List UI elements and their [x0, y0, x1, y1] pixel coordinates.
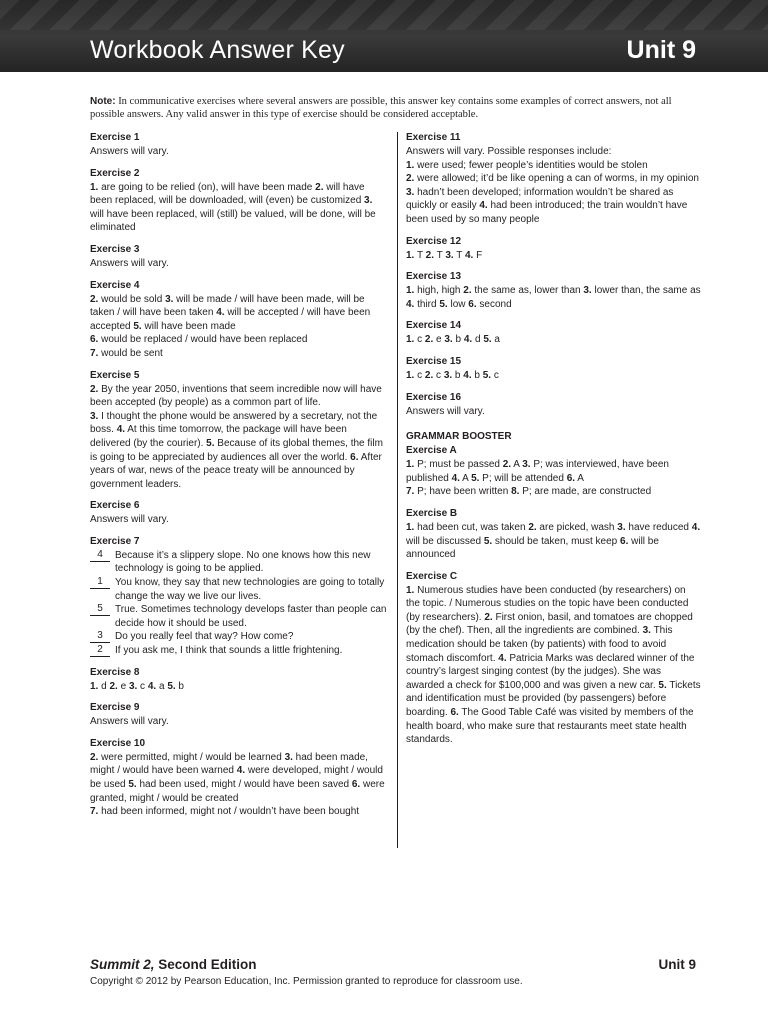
exercise-block — [90, 737, 388, 819]
exercise-block — [90, 499, 388, 527]
exercise-title: Exercise B — [406, 507, 458, 519]
exercise-answers: Answers will vary. Possible responses include: 1. were used; fewer people’s identities would be stolen 2. were allowed; it’d be like opening a can of worms, in my opinion 3. hadn’t been developed; information wouldn’t be shared as quickly or easily 4. had been introduced; the train wouldn’t have been used by so many people — [406, 146, 699, 225]
exercise-title: Exercise 10 — [90, 737, 146, 749]
exercise-answers: 1. are going to be relied (on), will have been made 2. will have been replaced, will be downloaded, will (even) be customized 3. will have been replaced, will (still) be valued, will be done, will be eliminated — [90, 181, 376, 234]
exercise-block — [406, 507, 702, 562]
exercise-answers: 1. d 2. e 3. c 4. a 5. b — [90, 680, 184, 692]
exercise-answers: 1. c 2. e 3. b 4. d 5. a — [406, 334, 500, 346]
exercise-title: Exercise 3 — [90, 243, 140, 255]
exercise-block — [90, 369, 388, 492]
exercise-answers: Answers will vary. — [90, 146, 169, 157]
footer-edition: Second Edition — [154, 957, 257, 972]
exercise-block — [90, 666, 388, 694]
left-column — [90, 131, 388, 827]
footer-unit: Unit 9 — [658, 957, 696, 972]
exercise-answers: 1. high, high 2. the same as, lower than 3. lower than, the same as 4. third 5. low 6. second — [406, 285, 701, 310]
exercise-block — [90, 131, 388, 159]
column-divider — [397, 132, 398, 848]
exercise-answers: 1. had been cut, was taken 2. are picked, wash 3. have reduced 4. will be discussed 5. should be taken, must keep 6. will be announced — [406, 521, 701, 561]
exercise-block — [90, 167, 388, 235]
conversation-line — [90, 576, 388, 603]
exercise-block — [90, 243, 388, 271]
exercise-answers: Answers will vary. — [90, 514, 169, 526]
exercise-title: Exercise 13 — [406, 271, 462, 283]
order-number: 5 — [90, 603, 110, 616]
exercise-title: Exercise 16 — [406, 391, 462, 403]
exercise-block — [406, 355, 702, 383]
conversation-line — [90, 603, 388, 630]
exercise-title: Exercise 7 — [90, 535, 140, 547]
exercise-title: Exercise 1 — [90, 132, 140, 143]
exercise-title: Exercise 2 — [90, 167, 140, 179]
exercise-block — [406, 270, 702, 311]
exercise-title: Exercise 15 — [406, 355, 462, 367]
exercise-block — [90, 701, 388, 729]
conversation-text: If you ask me, I think that sounds a little frightening. — [115, 645, 343, 657]
right-column — [406, 131, 702, 755]
exercise-title: Exercise C — [406, 570, 458, 582]
exercise-answers: Answers will vary. — [406, 405, 485, 417]
note-label: Note: — [90, 96, 116, 107]
exercise-title: Exercise 8 — [90, 666, 140, 678]
conversation-text: Do you really feel that way? How come? — [115, 631, 294, 643]
unit-label: Unit 9 — [626, 36, 696, 64]
conversation-text: Because it’s a slippery slope. No one knows how this new technology is going to be applied. — [115, 549, 371, 575]
grammar-booster-heading: GRAMMAR BOOSTER — [406, 431, 512, 443]
exercise-title: Exercise 6 — [90, 500, 140, 512]
exercise-title: Exercise 11 — [406, 132, 461, 143]
conversation-line — [90, 644, 388, 658]
exercise-block — [406, 444, 702, 499]
exercise-block — [90, 279, 388, 361]
exercise-block — [406, 235, 702, 263]
note-text: In communicative exercises where several answers are possible, this answer key contains some examples of correct answers, not all possible answers. Any valid answer in this type of exercise should be considered acceptable. — [90, 96, 672, 120]
exercise-title: Exercise 4 — [90, 279, 140, 291]
exercise-7 — [90, 535, 388, 658]
exercise-block — [406, 570, 702, 747]
exercise-block — [406, 131, 702, 227]
exercise-answers: 1. P; must be passed 2. A 3. P; was interviewed, have been published 4. A 5. P; will be attended 6. A 7. P; have been written 8. P; are made, are constructed — [406, 459, 669, 498]
page-title: Workbook Answer Key — [90, 36, 345, 64]
note-paragraph — [90, 95, 700, 121]
exercise-title: Exercise 12 — [406, 235, 462, 247]
exercise-answers: 1. T 2. T 3. T 4. F — [406, 249, 483, 261]
order-number: 1 — [90, 576, 110, 589]
conversation-text: You know, they say that new technologies are going to totally change the way we live our lives. — [115, 577, 385, 602]
page-header — [0, 0, 768, 72]
exercise-title: Exercise 5 — [90, 369, 140, 381]
exercise-answers: 2. were permitted, might / would be learned 3. had been made, might / would have been warned 4. were developed, might / would be used 5. had been used, might / would have been saved 6. were granted, might / would be created 7. had been informed, might not / wouldn’t have been bought — [90, 751, 385, 818]
exercise-answers: 2. would be sold 3. will be made / will have been made, will be taken / will have been taken 4. will be accepted / will have been accepted 5. will have been made 6. would be replaced / would have been replaced 7. would be sent — [90, 293, 371, 359]
conversation-line — [90, 549, 388, 576]
exercise-answers: 1. Numerous studies have been conducted (by researchers) on the topic. / Numerous studies on the topic have been conducted (by researchers). 2. First onion, basil, and tomatoes are chopped (by the chef). Then, all the ingredients are combined. 3. This medication should be taken (by patients) with food to avoid stomach discomfort. 4. Patricia Marks was declared winner of the country’s largest singing contest (by the judges). She was awarded a check for $100,000 and was given a new car. 5. Tickets and identification must be provided (by passengers) before boarding. 6. The Good Table Café was visited by members of the health board, who make sure that restaurants meet state health standards. — [406, 584, 701, 746]
exercise-block — [406, 319, 702, 347]
order-number: 2 — [90, 644, 110, 657]
exercise-answers: 1. c 2. c 3. b 4. b 5. c — [406, 369, 499, 381]
footer-book-title — [90, 957, 257, 972]
exercise-answers: 2. By the year 2050, inventions that seem incredible now will have been accepted (by people) as a common part of life. 3. I thought the phone would be answered by a secretary, not the boss. 4. At this time tomorrow, the package will have been delivered (by the courier). 5. Because of its global themes, the film is going to be appreciated by audiences all over the world. 6. After years of war, news of the peace treaty will be announced by government leaders. — [90, 383, 383, 490]
conversation-text: True. Sometimes technology develops faster than people can decide how it should be used. — [115, 604, 387, 629]
footer-title-italic: Summit 2, — [90, 957, 155, 972]
exercise-answers: Answers will vary. — [90, 716, 169, 728]
exercise-block — [406, 391, 702, 419]
conversation-line — [90, 630, 388, 644]
footer-copyright: Copyright © 2012 by Pearson Education, Inc. Permission granted to reproduce for classroom use. — [90, 976, 523, 987]
exercise-answers: Answers will vary. — [90, 257, 169, 269]
exercise-title: Exercise 14 — [406, 320, 462, 332]
order-number: 4 — [90, 549, 110, 562]
order-number: 3 — [90, 630, 110, 643]
exercise-title: Exercise A — [406, 445, 457, 457]
exercise-title: Exercise 9 — [90, 702, 140, 714]
